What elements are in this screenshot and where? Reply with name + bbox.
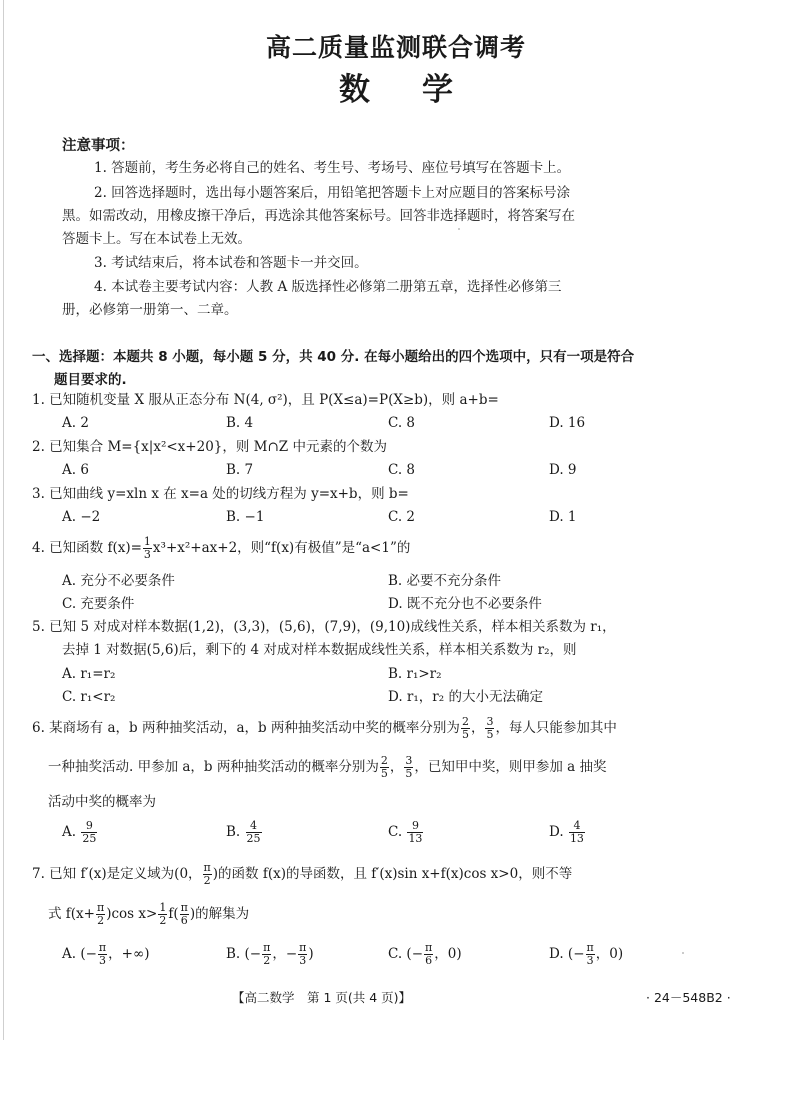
q6-line1-post: ，每人只能参加其中 <box>495 720 617 736</box>
section-heading-cont: 题目要求的. <box>54 372 127 388</box>
fraction-denominator: 25 <box>82 832 97 845</box>
page-edge-line <box>3 0 4 1040</box>
q1-option-b: B. 4 <box>226 415 254 431</box>
fraction-denominator: 3 <box>299 954 307 967</box>
paper-code: · 24－548B2 · <box>646 990 731 1005</box>
q4-stem-pre: 4. 已知函数 f(x)= <box>32 540 142 556</box>
fraction-denominator: 5 <box>486 728 494 741</box>
fraction-denominator: 2 <box>203 874 211 887</box>
fraction-denominator: 6 <box>180 914 188 927</box>
q6-line1-pre: 6. 某商场有 a，b 两种抽奖活动，a，b 两种抽奖活动中奖的概率分别为 <box>32 720 460 736</box>
q6-option-c <box>388 820 424 845</box>
fraction-denominator: 13 <box>569 832 584 845</box>
q4-fraction <box>143 536 152 561</box>
option-pre: B. (− <box>226 946 262 962</box>
q7-line2-mid1: )cos x> <box>106 906 158 922</box>
fraction-numerator: 3 <box>486 715 494 728</box>
q6-fraction-1 <box>461 716 470 741</box>
fraction-denominator: 5 <box>405 767 413 780</box>
fraction-numerator: π <box>180 901 188 914</box>
q4-option-c: C. 充要条件 <box>62 596 135 612</box>
q6-fraction-3 <box>380 755 389 780</box>
q2-option-c: C. 8 <box>388 462 416 478</box>
question-1-stem: 1. 已知随机变量 X 服从正态分布 N(4, σ²)，且 P(X≤a)=P(X≥b)，则 a+b= <box>32 392 499 408</box>
q2-option-a: A. 6 <box>62 462 89 478</box>
fraction-numerator: π <box>299 941 307 954</box>
q4-option-a: A. 充分不必要条件 <box>62 573 175 589</box>
question-4-stem <box>32 536 410 561</box>
scan-speck <box>458 228 460 230</box>
fraction-numerator: 1 <box>159 901 167 914</box>
notice-line: 册，必修第一册第一、二章。 <box>62 302 238 318</box>
subject-title: 数学 <box>339 72 505 108</box>
q6-option-d <box>549 820 586 845</box>
question-6-stem-cont <box>48 755 607 780</box>
question-2-stem: 2. 已知集合 M={x|x²<x+20}，则 M∩Z 中元素的个数为 <box>32 439 387 455</box>
question-7-stem <box>32 862 572 887</box>
question-6-stem <box>32 716 617 741</box>
option-letter: C. <box>388 824 403 840</box>
fraction-numerator: 4 <box>246 820 262 833</box>
option-fraction <box>262 942 271 967</box>
q2-option-b: B. 7 <box>226 462 254 478</box>
option-post: ，+∞) <box>108 946 150 962</box>
option-fraction <box>81 820 97 845</box>
q6-option-b <box>226 820 263 845</box>
q4-stem-post: x³+x²+ax+2，则“f(x)有极值”是“a<1”的 <box>152 540 411 556</box>
fraction-numerator: 4 <box>569 820 585 833</box>
notice-line: 4. 本试卷主要考试内容：人教 A 版选择性必修第二册第五章，选择性必修第三 <box>94 279 562 295</box>
fraction-denominator: 2 <box>159 914 167 927</box>
fraction-numerator: 2 <box>380 754 388 767</box>
q1-option-a: A. 2 <box>62 415 89 431</box>
option-post: ，0) <box>595 946 624 962</box>
q5-option-a: A. r₁=r₂ <box>62 666 116 682</box>
q7-line2-mid2: f( <box>168 906 179 922</box>
option-letter: B. <box>226 824 241 840</box>
fraction-numerator: 3 <box>405 754 413 767</box>
option-letter: D. <box>549 824 564 840</box>
q5-option-d: D. r₁，r₂ 的大小无法确定 <box>388 689 543 705</box>
q4-option-d: D. 既不充分也不必要条件 <box>388 596 542 612</box>
fraction-numerator: π <box>203 861 211 874</box>
fraction-numerator: π <box>425 941 433 954</box>
q3-option-d: D. 1 <box>549 509 577 525</box>
notice-line: 2. 回答选择题时，选出每小题答案后，用铅笔把答题卡上对应题目的答案标号涂 <box>94 185 571 201</box>
notice-line: 答题卡上。写在本试卷上无效。 <box>62 231 251 247</box>
fraction-numerator: π <box>96 901 105 914</box>
q7-option-b <box>226 942 314 967</box>
exam-title: 高二质量监测联合调考 <box>265 33 526 62</box>
q7-fraction-half <box>158 902 167 927</box>
fraction-numerator: π <box>586 941 594 954</box>
option-letter: A. <box>62 824 77 840</box>
q1-option-c: C. 8 <box>388 415 416 431</box>
q3-option-c: C. 2 <box>388 509 416 525</box>
q2-option-d: D. 9 <box>549 462 577 478</box>
option-fraction <box>586 942 595 967</box>
fraction-denominator: 3 <box>99 954 107 967</box>
option-pre: A. (− <box>62 946 97 962</box>
question-5-stem: 5. 已知 5 对成对样本数据(1,2)，(3,3)，(5,6)，(7,9)，(9,10)成线性关系，样本相关系数为 r₁， <box>32 619 616 635</box>
section-heading: 一、选择题：本题共 8 小题，每小题 5 分，共 40 分. 在每小题给出的四个选项中，只有一项是符合 <box>32 349 635 365</box>
page-footer: 【高二数学 第 1 页(共 4 页)】 <box>232 990 412 1005</box>
fraction-denominator: 3 <box>143 548 151 561</box>
q7-line1-pre: 7. 已知 f′(x)是定义域为(0， <box>32 866 202 882</box>
option-mid: ，− <box>272 946 298 962</box>
q5-option-b: B. r₁>r₂ <box>388 666 442 682</box>
option-fraction <box>424 942 433 967</box>
fraction-denominator: 2 <box>97 914 105 927</box>
notice-heading: 注意事项： <box>62 138 135 154</box>
scan-speck <box>682 952 684 954</box>
q7-fraction-pi-2b <box>96 902 105 927</box>
notice-line: 3. 考试结束后，将本试卷和答题卡一并交回。 <box>94 255 368 271</box>
fraction-denominator: 25 <box>246 832 261 845</box>
q7-line2-pre: 式 f(x+ <box>48 906 95 922</box>
q7-fraction-pi-6 <box>180 902 189 927</box>
q6-line2-pre: 一种抽奖活动. 甲参加 a，b 两种抽奖活动的概率分别为 <box>48 759 379 775</box>
fraction-numerator: 1 <box>143 535 151 548</box>
fraction-denominator: 5 <box>461 728 469 741</box>
q7-line2-post: )的解集为 <box>189 906 250 922</box>
option-fraction <box>407 820 423 845</box>
option-pre: D. (− <box>549 946 585 962</box>
fraction-denominator: 5 <box>380 767 388 780</box>
q6-line2-post: ，已知甲中奖，则甲参加 a 抽奖 <box>414 759 607 775</box>
option-fraction <box>246 820 262 845</box>
question-6-stem-end: 活动中奖的概率为 <box>48 794 156 810</box>
q7-option-a <box>62 942 149 967</box>
q7-option-c <box>388 942 462 967</box>
fraction-numerator: 9 <box>407 820 423 833</box>
fraction-denominator: 2 <box>263 954 271 967</box>
q6-sep: ， <box>389 759 404 775</box>
fraction-denominator: 13 <box>408 832 423 845</box>
question-3-stem: 3. 已知曲线 y=xln x 在 x=a 处的切线方程为 y=x+b，则 b= <box>32 486 409 502</box>
option-fraction <box>298 942 307 967</box>
question-5-stem-cont: 去掉 1 对数据(5,6)后，剩下的 4 对成对样本数据成线性关系，样本相关系数为 r₂，则 <box>62 642 577 658</box>
q6-fraction-2 <box>485 716 494 741</box>
q7-fraction-pi-2 <box>203 862 212 887</box>
notice-line: 黑。如需改动，用橡皮擦干净后，再选涂其他答案标号。回答非选择题时，将答案写在 <box>62 208 575 224</box>
option-post: ) <box>308 946 314 962</box>
fraction-numerator: π <box>98 941 107 954</box>
q6-option-a <box>62 820 98 845</box>
option-fraction <box>569 820 585 845</box>
q5-option-c: C. r₁<r₂ <box>62 689 116 705</box>
fraction-numerator: 9 <box>81 820 97 833</box>
q3-option-b: B. −1 <box>226 509 265 525</box>
option-fraction <box>98 942 107 967</box>
q7-option-d <box>549 942 623 967</box>
notice-line: 1. 答题前，考生务必将自己的姓名、考生号、考场号、座位号填写在答题卡上。 <box>94 160 571 176</box>
fraction-numerator: 2 <box>461 715 469 728</box>
q1-option-d: D. 16 <box>549 415 586 431</box>
fraction-numerator: π <box>263 941 271 954</box>
fraction-denominator: 6 <box>425 954 433 967</box>
q6-fraction-4 <box>404 755 413 780</box>
q7-line1-post: )的函数 f(x)的导函数，且 f′(x)sin x+f(x)cos x>0，则不等 <box>212 866 573 882</box>
option-pre: C. (− <box>388 946 424 962</box>
q4-option-b: B. 必要不充分条件 <box>388 573 502 589</box>
option-post: ，0) <box>434 946 462 962</box>
q3-option-a: A. −2 <box>62 509 101 525</box>
fraction-denominator: 3 <box>586 954 594 967</box>
question-7-stem-cont <box>48 902 249 927</box>
q6-sep: ， <box>470 720 485 736</box>
